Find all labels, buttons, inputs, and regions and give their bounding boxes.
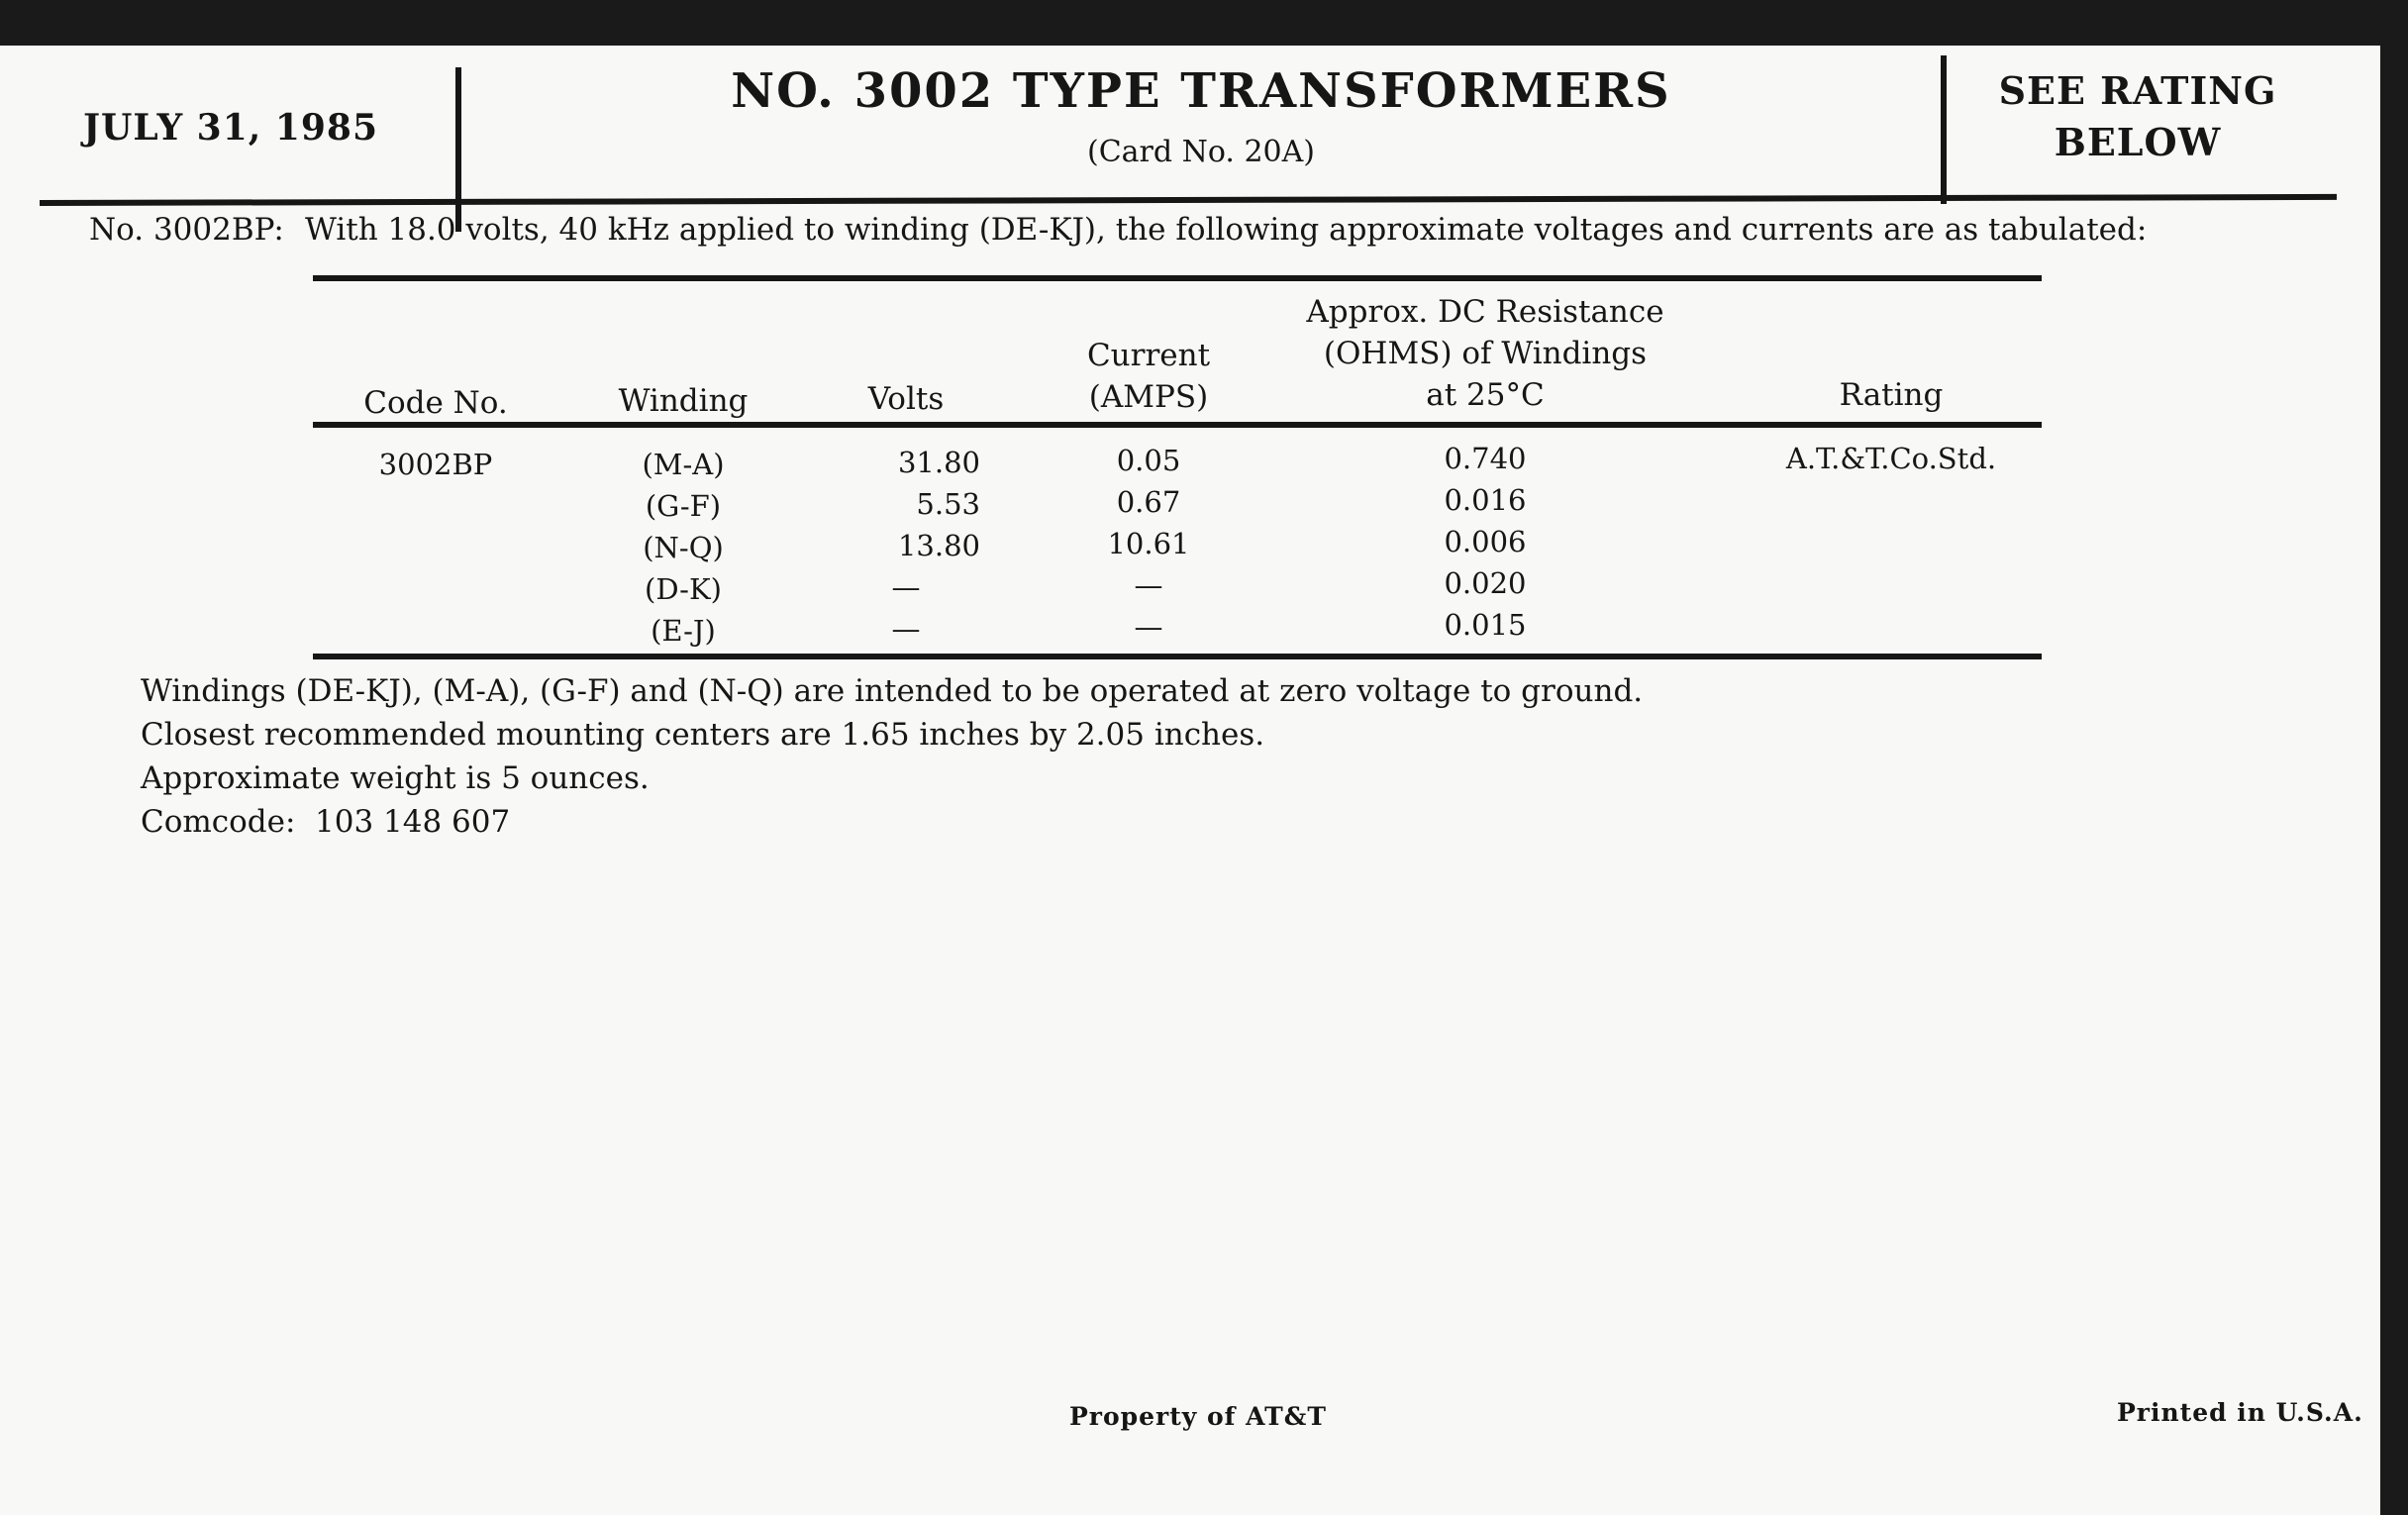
document-card: [0, 46, 2380, 1515]
header-winding: Winding: [618, 383, 749, 419]
cell-current: 10.61: [1107, 527, 1190, 560]
rating-note-line2: BELOW: [2054, 120, 2222, 164]
cell-volts: —: [891, 570, 921, 604]
issue-date: JULY 31, 1985: [83, 107, 379, 149]
cell-volts: 5.53: [916, 487, 980, 521]
header-rating: Rating: [1839, 377, 1944, 413]
cell-winding: (G-F): [645, 489, 722, 523]
header-rule: [40, 194, 2337, 206]
page-title: NO. 3002 TYPE TRANSFORMERS: [731, 63, 1671, 119]
header-current-line1: Current: [1086, 338, 1211, 373]
cell-current: 0.05: [1116, 444, 1181, 477]
rating-note: [1947, 65, 2329, 168]
cell-rating: A.T.&T.Co.Std.: [1785, 442, 1997, 475]
rating-note-line1: SEE RATING: [1998, 68, 2277, 113]
cell-winding: (D-K): [645, 572, 722, 606]
cell-winding: (M-A): [642, 448, 725, 481]
note-line: Approximate weight is 5 ounces.: [141, 760, 650, 796]
comcode-value: 103 148 607: [315, 804, 511, 840]
cell-winding: (E-J): [651, 614, 716, 648]
cell-code: 3002BP: [378, 448, 493, 481]
table-top-rule: [313, 275, 2042, 281]
cell-resistance: 0.006: [1444, 525, 1527, 558]
cell-resistance: 0.020: [1444, 566, 1527, 600]
comcode-label: Comcode:: [141, 804, 296, 840]
cell-current: 0.67: [1116, 485, 1181, 519]
cell-resistance: 0.015: [1444, 608, 1527, 642]
header-code: Code No.: [363, 385, 508, 421]
header-resistance-line2: (OHMS) of Windings: [1323, 336, 1648, 371]
intro-text: With 18.0 volts, 40 kHz applied to winding (DE-KJ), the following approximate voltages and currents are as tabulated:: [305, 212, 2148, 248]
header-current: [1040, 335, 1257, 418]
cell-current: —: [1134, 610, 1163, 644]
footer-property: Property of AT&T: [1069, 1402, 1327, 1431]
notes-block: [141, 669, 1643, 844]
note-line: Closest recommended mounting centers are 1.65 inches by 2.05 inches.: [141, 717, 1265, 753]
footer-printed: Printed in U.S.A.: [2117, 1398, 2363, 1427]
cell-volts: 31.80: [897, 446, 980, 479]
cell-current: —: [1134, 568, 1163, 602]
cell-volts: —: [891, 612, 921, 646]
note-line: Windings (DE-KJ), (M-A), (G-F) and (N-Q) are intended to be operated at zero voltage to ground.: [141, 673, 1644, 709]
cell-volts: 13.80: [897, 529, 980, 562]
header-volts: Volts: [867, 381, 945, 417]
header-current-line2: (AMPS): [1088, 379, 1209, 415]
cell-winding: (N-Q): [643, 531, 724, 564]
cell-resistance: 0.016: [1444, 483, 1527, 517]
table-header-rule: [313, 422, 2042, 428]
header-resistance-line1: Approx. DC Resistance: [1306, 294, 1664, 330]
cell-resistance: 0.740: [1444, 442, 1527, 475]
intro-label: No. 3002BP:: [89, 212, 284, 248]
header-resistance-line3: at 25°C: [1426, 377, 1545, 413]
comcode-line: [141, 800, 1643, 844]
header-resistance: [1267, 291, 1703, 416]
card-number: (Card No. 20A): [1086, 135, 1316, 169]
table-bottom-rule: [313, 654, 2042, 659]
